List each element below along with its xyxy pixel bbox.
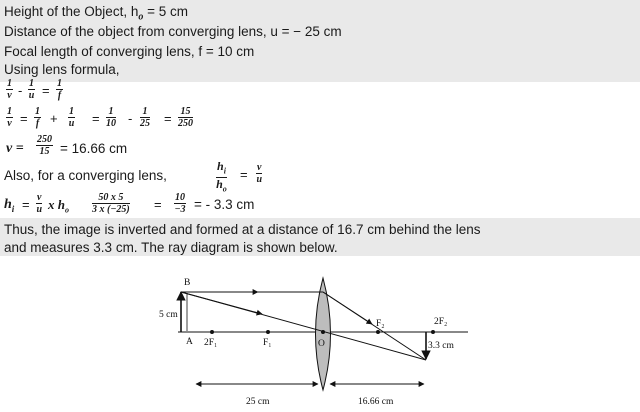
height-line: Height of the Object, $h_o = 5$ cm xyxy=(4,4,188,23)
label-5cm: 5 cm xyxy=(159,310,178,320)
label-2f1: 2F₁ xyxy=(204,338,218,348)
conclusion-line-2: and measures 3.3 cm. The ray diagram is shown below. xyxy=(4,240,338,255)
equals-op-5: = xyxy=(240,167,248,182)
plus-op: + xyxy=(50,111,58,126)
equals-op-4: = xyxy=(164,111,172,126)
minus-op: - xyxy=(18,83,23,98)
ray-center-arrow xyxy=(181,292,262,314)
frac-hi-ho: $h_i$ $h_o$ xyxy=(216,159,227,194)
label-o: O xyxy=(318,339,325,349)
point-f1 xyxy=(266,330,270,334)
frac-250-15: 250 15 xyxy=(37,134,52,157)
frac-15-250: 15 250 xyxy=(178,106,193,129)
times-ho: x $h_o$ xyxy=(48,197,69,215)
point-f2 xyxy=(376,330,380,334)
equals-op: = xyxy=(42,83,50,98)
frac-1-u: 1 u xyxy=(28,78,35,101)
focal-line: Focal length of converging lens, f = 10 cm xyxy=(4,44,255,59)
frac-1-10: 1 10 xyxy=(106,106,116,129)
point-2f2 xyxy=(431,330,435,334)
point-o xyxy=(321,330,325,334)
label-a: A xyxy=(186,337,193,347)
also-line: Also, for a converging lens, xyxy=(4,168,167,183)
v-prefix: v = xyxy=(6,141,24,156)
label-f2: F₂ xyxy=(376,319,385,329)
label-3-3cm: 3.3 cm xyxy=(428,341,454,351)
label-2f2: 2F₂ xyxy=(434,317,448,327)
label-b: B xyxy=(184,278,191,288)
frac-1-f-2: 1 f xyxy=(35,106,40,129)
hi-symbol: $h_i$ xyxy=(4,197,15,214)
frac-1-v-2: 1 v xyxy=(7,106,12,129)
label-25cm: 25 cm xyxy=(246,397,270,407)
frac-1-v: 1 v xyxy=(7,78,12,101)
using-line: Using lens formula, xyxy=(4,62,120,77)
frac-1-f: 1 f xyxy=(57,78,62,101)
equals-op-3: = xyxy=(92,111,100,126)
frac-1-u-2: 1 u xyxy=(68,106,75,129)
equals-op-2: = xyxy=(20,111,28,126)
label-16-66cm: 16.66 cm xyxy=(358,397,394,407)
point-2f1 xyxy=(210,330,214,334)
minus-op-2: - xyxy=(128,111,133,126)
frac-v-u-2: v u xyxy=(36,192,42,215)
hi-result: = - 3.3 cm xyxy=(194,197,255,212)
distance-line: Distance of the object from converging lens, u = − 25 cm xyxy=(4,24,342,39)
frac-1-25: 1 25 xyxy=(140,106,150,129)
equals-op-7: = xyxy=(154,197,162,212)
label-f1: F₁ xyxy=(263,338,272,348)
conclusion-line-1: Thus, the image is inverted and formed at a distance of 16.7 cm behind the lens xyxy=(4,222,481,237)
equals-op-6: = xyxy=(22,197,30,212)
frac-10-neg3: 10 −3 xyxy=(174,192,186,215)
frac-calc: 50 x 5 3 x (−25) xyxy=(92,192,130,215)
v-result-text: = 16.66 cm xyxy=(60,141,128,156)
frac-v-u: v u xyxy=(256,162,262,185)
